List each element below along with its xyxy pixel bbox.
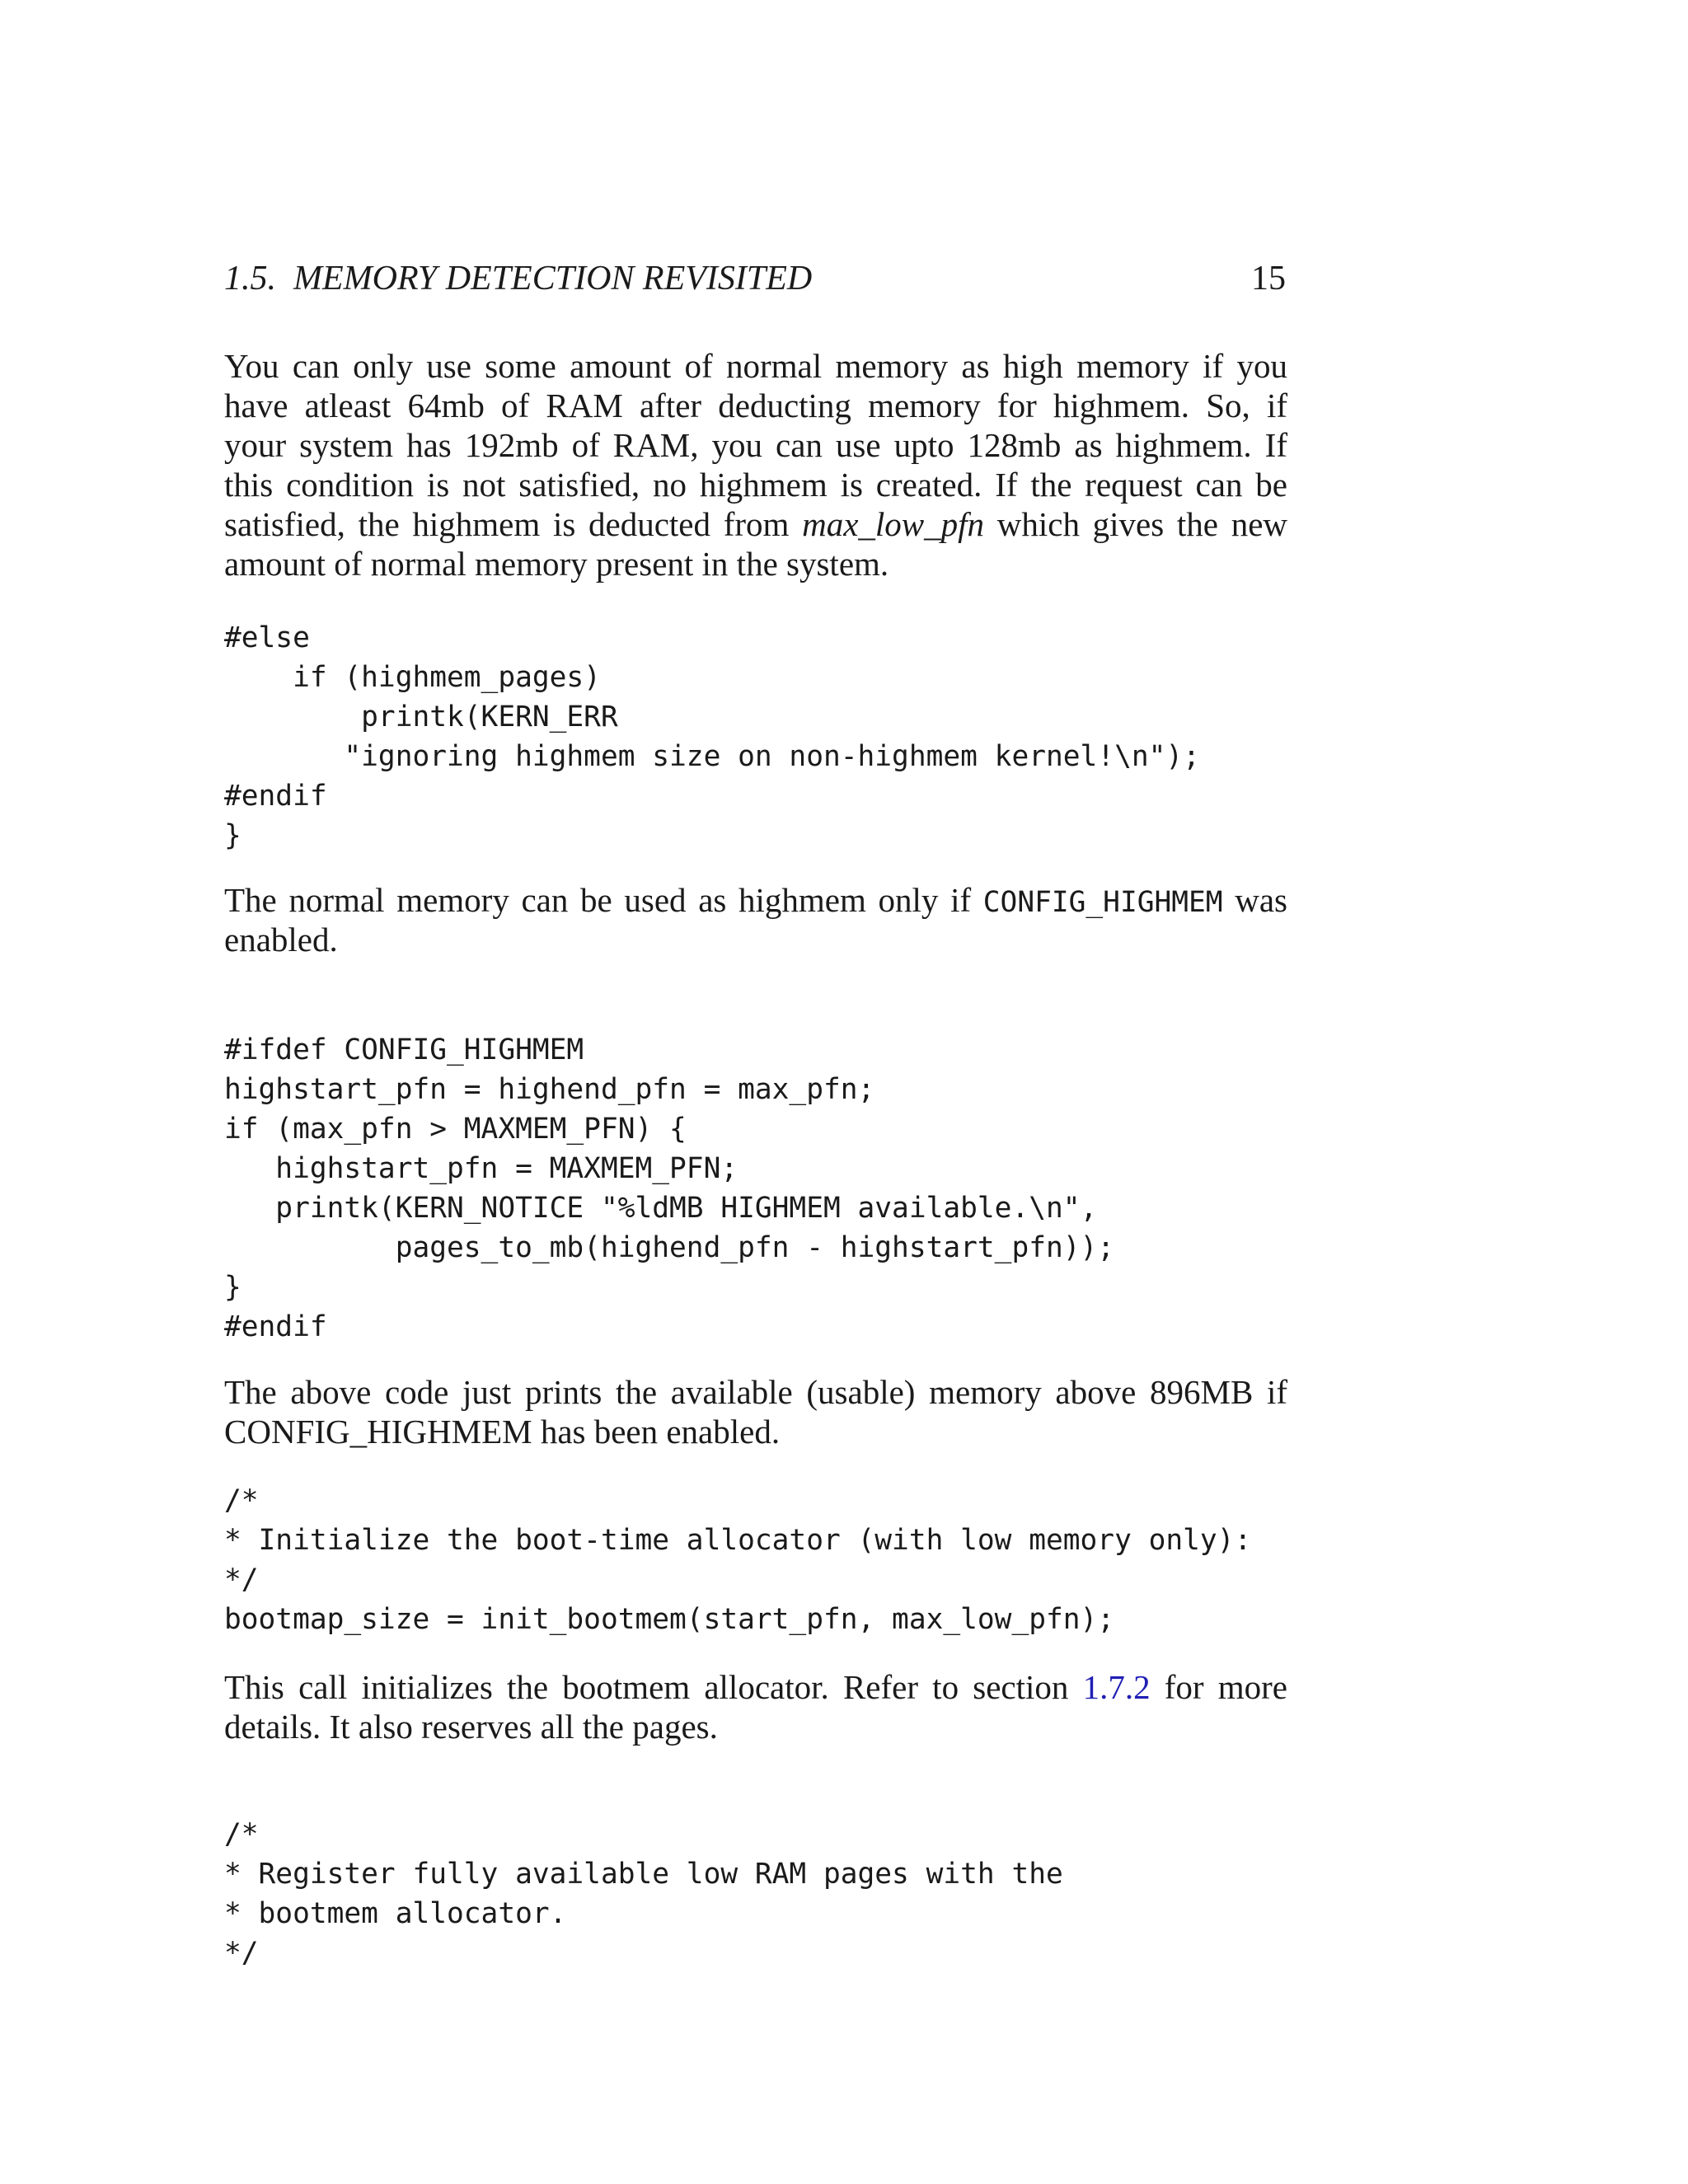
paragraph-line [224,880,1287,920]
paragraph-line [224,1667,1287,1707]
running-head: 1.5. MEMORY DETECTION REVISITED [224,260,813,298]
paragraph-line [224,504,1287,544]
paragraph-line: CONFIG_HIGHMEM has been enabled. [224,1413,781,1451]
paragraph-available-memory [224,1372,1287,1451]
code-block-register-comment: /* * Register fully available low RAM pages with the * bootmem allocator. */ [224,1818,1063,1970]
page-number: 15 [1251,260,1286,298]
paragraph-line: have atleast 64mb of RAM after deducting memory for highmem. So, if [224,387,1287,424]
text-run: which gives the new [984,505,1288,543]
code-block-init-bootmem: /* * Initialize the boot-time allocator (with low memory only): */ bootmap_size = init_bootmem(start_pfn, max_low_pfn); [224,1484,1252,1636]
text-run: The normal memory can be used as highmem only if [224,881,983,919]
text-run: for more [1150,1668,1287,1706]
code-block-ifdef: #ifdef CONFIG_HIGHMEM highstart_pfn = highend_pfn = max_pfn; if (max_pfn > MAXMEM_PFN) { highstart_pfn = MAXMEM_PFN; printk(KERN_NOTICE "%ldMB HIGHMEM available.\n", pages_to_mb(highend_pfn - highstart_pfn)); } #endif [224,1033,1115,1343]
paragraph-line: amount of normal memory present in the system. [224,545,889,583]
paragraph-bootmem [224,1667,1287,1746]
italic-identifier: max_low_pfn [802,505,985,543]
paragraph-line: details. It also reserves all the pages. [224,1708,718,1746]
paragraph-line: this condition is not satisfied, no highmem is created. If the request can be [224,466,1287,504]
paragraph-config-highmem [224,880,1287,959]
paragraph-line: your system has 192mb of RAM, you can use upto 128mb as highmem. If [224,426,1287,464]
paragraph-highmem-conditions [224,346,1287,583]
text-run: satisfied, the highmem is deducted from [224,505,803,543]
code-block-else: #else if (highmem_pages) printk(KERN_ERR "ignoring highmem size on non-highmem kernel!\n"); #endif } [224,621,1200,852]
section-reference-link[interactable]: 1.7.2 [1082,1668,1151,1706]
paragraph-line: The above code just prints the available (usable) memory above 896MB if [224,1373,1287,1411]
inline-code: CONFIG_HIGHMEM [982,886,1223,919]
paragraph-line: You can only use some amount of normal memory as high memory if you [224,347,1287,385]
text-run: was [1222,881,1287,919]
text-run: This call initializes the bootmem allocator. Refer to section [224,1668,1083,1706]
paragraph-line: enabled. [224,921,338,958]
